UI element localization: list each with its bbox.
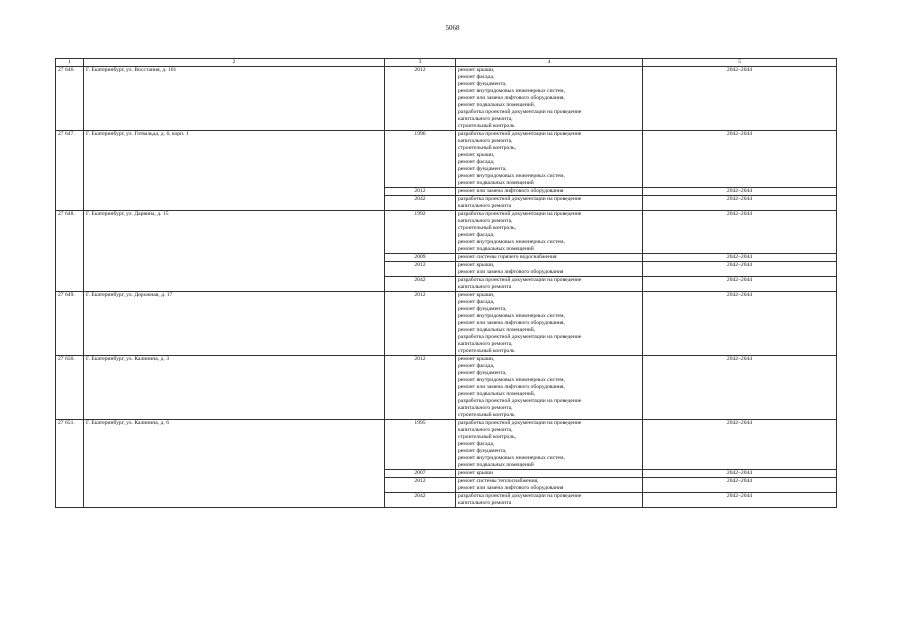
work-item: ремонт подвальных помещений (458, 462, 534, 468)
row-period: 2042–2044 (643, 131, 837, 188)
work-item: ремонт крыши, (458, 356, 495, 362)
work-item: ремонт фундамента, (458, 448, 507, 454)
row-works (456, 478, 643, 493)
work-item: ремонт крыши, (458, 152, 495, 158)
work-item: ремонт системы горячего водоснабжения (458, 254, 557, 260)
work-item: ремонт фундамента, (458, 306, 507, 312)
capital-repair-table (55, 58, 837, 508)
row-works (456, 131, 643, 188)
work-item: ремонт подвальных помещений (458, 246, 534, 252)
entry-address: Г. Екатеринбург, ул. Калинина, д. 6 (84, 420, 385, 508)
row-year: 2012 (385, 188, 456, 196)
entry-address: Г. Екатеринбург, ул. Дорожная, д. 17 (84, 292, 385, 356)
row-period: 2042–2044 (643, 277, 837, 292)
work-item: строительный контроль, (458, 225, 516, 231)
row-period: 2042–2044 (643, 420, 837, 470)
work-item: капитального ремонта, (458, 427, 513, 433)
row-period: 2042–2044 (643, 292, 837, 356)
work-item: ремонт подвальных помещений, (458, 102, 536, 108)
work-item: капитального ремонта, (458, 116, 513, 122)
table-row (56, 211, 837, 254)
work-item: ремонт фасада, (458, 299, 495, 305)
work-item: ремонт или замена лифтового оборудования, (458, 384, 565, 390)
work-item: строительный контроль, (458, 145, 516, 151)
row-year: 2009 (385, 254, 456, 262)
row-year: 2012 (385, 67, 456, 131)
work-item: разработка проектной документации на проведение (458, 196, 582, 202)
work-item: ремонт фасада, (458, 441, 495, 447)
work-item: ремонт или замена лифтового оборудования, (458, 320, 565, 326)
work-item: разработка проектной документации на проведение (458, 398, 582, 404)
work-item: ремонт подвальных помещений, (458, 391, 536, 397)
work-item: ремонт крыши, (458, 262, 495, 268)
row-period: 2042–2044 (643, 188, 837, 196)
row-period: 2042–2044 (643, 356, 837, 420)
header-row (56, 59, 837, 67)
work-item: ремонт фасада, (458, 159, 495, 165)
row-period: 2042–2044 (643, 262, 837, 277)
row-year: 1992 (385, 211, 456, 254)
row-works (456, 262, 643, 277)
work-item: ремонт внутридомовых инженерных систем, (458, 173, 565, 179)
work-item: ремонт крыши, (458, 67, 495, 73)
work-item: разработка проектной документации на проведение (458, 109, 582, 115)
row-period: 2042–2044 (643, 478, 837, 493)
work-item: ремонт внутридомовых инженерных систем, (458, 239, 565, 245)
work-item: строительный контроль (458, 348, 515, 354)
work-item: капитального ремонта, (458, 218, 513, 224)
work-item: ремонт фундамента, (458, 166, 507, 172)
entry-number: 27 650. (56, 356, 84, 420)
row-year: 2042 (385, 493, 456, 508)
work-item: ремонт фундамента, (458, 81, 507, 87)
table-row (56, 292, 837, 356)
work-item: ремонт внутридомовых инженерных систем, (458, 455, 565, 461)
entry-address: Г. Екатеринбург, ул. Калинина, д. 3 (84, 356, 385, 420)
row-year: 2012 (385, 356, 456, 420)
work-item: ремонт или замена лифтового оборудования (458, 188, 564, 194)
row-year: 2012 (385, 478, 456, 493)
table-row (56, 67, 837, 131)
work-item: ремонт системы теплоснабжения, (458, 478, 539, 484)
work-item: разработка проектной документации на проведение (458, 211, 582, 217)
work-item: капитального ремонта (458, 500, 512, 506)
entry-address: Г. Екатеринбург, ул. Дарвина, д. 15 (84, 211, 385, 292)
entry-number: 27 651. (56, 420, 84, 508)
work-item: ремонт фасада, (458, 232, 495, 238)
row-period: 2042–2044 (643, 211, 837, 254)
table-row (56, 131, 837, 188)
row-works (456, 211, 643, 254)
row-period: 2042–2044 (643, 67, 837, 131)
work-item: ремонт или замена лифтового оборудования (458, 485, 564, 491)
work-item: разработка проектной документации на проведение (458, 493, 582, 499)
entry-number: 27 649. (56, 292, 84, 356)
row-year: 2012 (385, 262, 456, 277)
table-row (56, 356, 837, 420)
header-col-1: 1 (56, 59, 84, 67)
work-item: разработка проектной документации на проведение (458, 334, 582, 340)
row-period: 2042–2044 (643, 493, 837, 508)
work-item: ремонт крыши, (458, 292, 495, 298)
work-item: строительный контроль, (458, 434, 516, 440)
work-item: ремонт внутридомовых инженерных систем, (458, 88, 565, 94)
row-year: 1995 (385, 420, 456, 470)
header-col-4: 4 (456, 59, 643, 67)
row-works (456, 420, 643, 470)
page-number: 5068 (445, 24, 460, 32)
table-row (56, 420, 837, 470)
entry-number: 27 648. (56, 211, 84, 292)
work-item: капитального ремонта, (458, 138, 513, 144)
entry-number: 27 646. (56, 67, 84, 131)
row-works (456, 292, 643, 356)
row-period: 2042–2044 (643, 254, 837, 262)
row-works (456, 356, 643, 420)
row-period: 2042–2044 (643, 470, 837, 478)
row-works (456, 188, 643, 196)
work-item: строительный контроль (458, 412, 515, 418)
work-item: разработка проектной документации на проведение (458, 420, 582, 426)
header-col-2: 2 (84, 59, 385, 67)
row-year: 2007 (385, 470, 456, 478)
work-item: ремонт крыши (458, 470, 494, 476)
row-works (456, 67, 643, 131)
work-item: капитального ремонта, (458, 405, 513, 411)
row-year: 2042 (385, 196, 456, 211)
work-item: ремонт подвальных помещений, (458, 327, 536, 333)
work-item: капитального ремонта, (458, 341, 513, 347)
work-item: ремонт фасада, (458, 74, 495, 80)
work-item: ремонт или замена лифтового оборудования, (458, 95, 565, 101)
work-item: ремонт подвальных помещений (458, 180, 534, 186)
work-item: ремонт фундамента, (458, 370, 507, 376)
work-item: ремонт или замена лифтового оборудования (458, 269, 564, 275)
row-works (456, 470, 643, 478)
entry-address: Г. Екатеринбург, ул. Восстания, д. 101 (84, 67, 385, 131)
work-item: разработка проектной документации на проведение (458, 277, 582, 283)
row-works (456, 196, 643, 211)
entry-number: 27 647. (56, 131, 84, 211)
entry-address: Г. Екатеринбург, ул. Готвальда, д. 6, корп. 1 (84, 131, 385, 211)
work-item: ремонт внутридомовых инженерных систем, (458, 313, 565, 319)
work-item: строительный контроль (458, 123, 515, 129)
row-year: 1996 (385, 131, 456, 188)
row-period: 2042–2044 (643, 196, 837, 211)
row-works (456, 277, 643, 292)
work-item: капитального ремонта (458, 203, 512, 209)
row-year: 2042 (385, 277, 456, 292)
row-works (456, 493, 643, 508)
header-col-5: 5 (643, 59, 837, 67)
work-item: ремонт внутридомовых инженерных систем, (458, 377, 565, 383)
work-item: ремонт фасада, (458, 363, 495, 369)
header-col-3: 3 (385, 59, 456, 67)
work-item: капитального ремонта (458, 284, 512, 290)
row-year: 2012 (385, 292, 456, 356)
work-item: разработка проектной документации на проведение (458, 131, 582, 137)
row-works (456, 254, 643, 262)
